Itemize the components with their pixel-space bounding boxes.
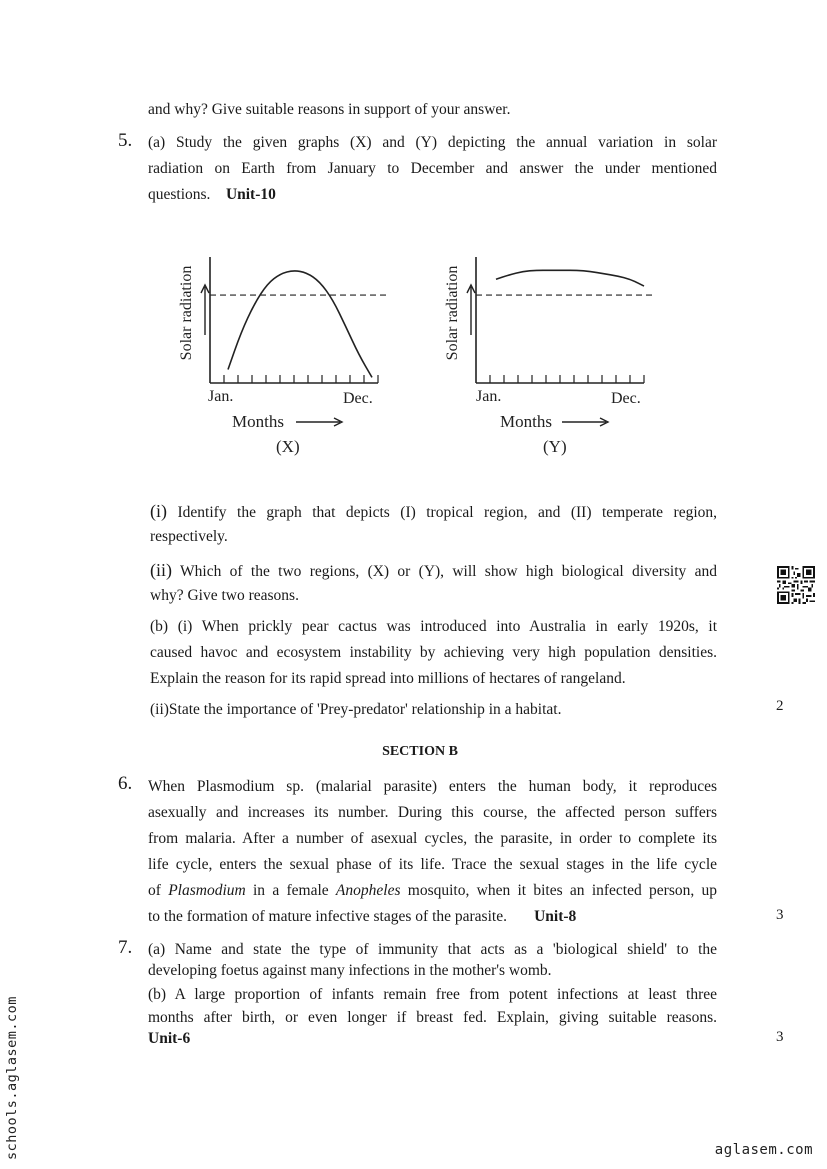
graph-x-jan-label: Jan. <box>208 388 234 405</box>
q6-plasmodium: Plasmodium <box>168 882 246 899</box>
q6-line5-mid: in a female <box>245 882 336 899</box>
q6-anopheles: Anopheles <box>335 882 401 899</box>
graph-x-dec-label: Dec. <box>343 390 373 407</box>
q5-part-b-line-1: (b) (i) When prickly pear cactus was introduced into Australia in early 1920s, it <box>150 618 717 635</box>
side-watermark: schools.aglasem.com <box>4 996 20 1160</box>
q6-marks: 3 <box>776 907 784 923</box>
q6-line-2: asexually and increases its number. During this course, the affected person suffers <box>148 804 717 821</box>
q6-unit: Unit-8 <box>534 908 577 925</box>
q5-part-b-line-2: caused havoc and ecosystem instability by achieving very high population densities. <box>150 644 717 661</box>
q5-part-ii-line-1 <box>150 557 717 585</box>
graph-y-dec-label: Dec. <box>611 390 641 407</box>
q5-intro-line-2: radiation on Earth from January to December and answer the under mentioned <box>148 160 717 177</box>
graph-y-series-line <box>496 270 644 286</box>
graph-x-ylabel: Solar radiation <box>178 265 195 361</box>
q5-part-ii-text: Which of the two regions, (X) or (Y), will show high biological diversity and <box>180 563 717 580</box>
question-number-5: 5. <box>118 130 133 151</box>
graph-x-xlabel: Months <box>232 412 284 431</box>
q7-line-3: (b) A large proportion of infants remain free from potent infections at least three <box>148 986 717 1003</box>
q6-line-3: from malaria. After a number of asexual cycles, the parasite, in order to complete its <box>148 830 717 847</box>
q5-unit: Unit-10 <box>225 186 276 203</box>
q6-line-5 <box>148 878 717 904</box>
q5-part-ii-label: (ii) <box>150 560 172 580</box>
q5-intro-line-3 <box>148 182 276 208</box>
q5-marks: 2 <box>776 698 784 714</box>
q6-line6-text: to the formation of mature infective stages of the parasite. <box>148 908 507 925</box>
q5-part-i-line-1 <box>150 498 717 526</box>
graph-x <box>170 245 400 460</box>
q5-part-b-ii: (ii)State the importance of 'Prey-predator' relationship in a habitat. <box>150 701 562 718</box>
qr-code <box>777 566 815 604</box>
q7-unit: Unit-6 <box>148 1030 191 1047</box>
graph-y-ylabel: Solar radiation <box>444 265 461 361</box>
q5-intro-line-1: (a) Study the given graphs (X) and (Y) depicting the annual variation in solar <box>148 134 717 151</box>
q6-line5-pre: of <box>148 882 169 899</box>
q5-part-b-line-3: Explain the reason for its rapid spread into millions of hectares of rangeland. <box>150 670 626 687</box>
q6-line5-post: mosquito, when it bites an infected person, up <box>400 882 717 899</box>
footer-watermark: aglasem.com <box>714 1142 813 1158</box>
q6-line-4: life cycle, enters the sexual phase of its life. Trace the sexual stages in the life cycle <box>148 856 717 873</box>
q5-part-i-text: Identify the graph that depicts (I) tropical region, and (II) temperate region, <box>177 504 718 521</box>
question-number-7: 7. <box>118 937 133 958</box>
section-b-heading: SECTION B <box>382 744 458 759</box>
q5-part-ii-line-2: why? Give two reasons. <box>150 587 299 604</box>
q6-line-6 <box>148 904 576 930</box>
q5-intro-last: questions. <box>148 186 211 203</box>
q6-line-1: When Plasmodium sp. (malarial parasite) enters the human body, it reproduces <box>148 778 717 795</box>
graph-x-title: (X) <box>276 437 300 456</box>
graph-y-title: (Y) <box>543 437 567 456</box>
q5-part-i-line-2: respectively. <box>150 528 228 545</box>
q7-line-1: (a) Name and state the type of immunity that acts as a 'biological shield' to the <box>148 941 717 958</box>
graph-y-xlabel: Months <box>500 412 552 431</box>
graph-y-jan-label: Jan. <box>476 388 502 405</box>
question-number-6: 6. <box>118 773 133 794</box>
graph-x-series-line <box>228 271 372 377</box>
q7-marks: 3 <box>776 1029 784 1045</box>
continuation-line: and why? Give suitable reasons in support of your answer. <box>148 101 511 118</box>
q7-line-4: months after birth, or even longer if breast fed. Explain, giving suitable reasons. <box>148 1009 717 1026</box>
q5-part-i-label: (i) <box>150 501 167 521</box>
q7-line-2: developing foetus against many infections in the mother's womb. <box>148 962 552 979</box>
graph-y <box>436 245 666 460</box>
